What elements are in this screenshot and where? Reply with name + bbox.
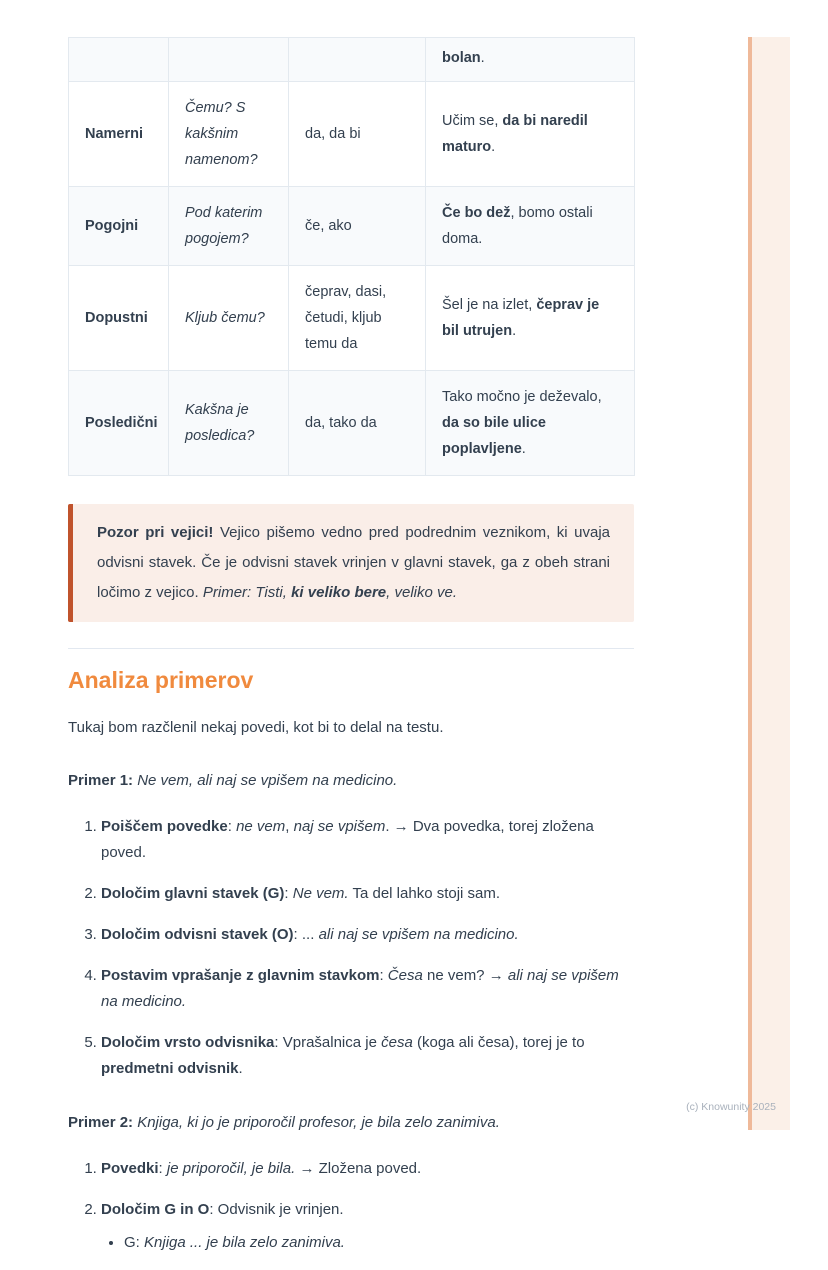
- odvisniki-table: [68, 37, 635, 476]
- step-text: Določim G in O: Odvisnik je vrinjen.: [101, 1201, 344, 1218]
- table-row: [69, 38, 635, 82]
- cell-question: Pod katerim pogojem?: [169, 187, 289, 266]
- step-item: 5. Določim vrsto odvisnika: Vprašalnica je česa (koga ali česa), torej je to predmetni odvisnik.: [101, 1030, 634, 1082]
- cell-conjunctions: čeprav, dasi, četudi, kljub temu da: [289, 266, 426, 371]
- step-item: 4. Postavim vprašanje z glavnim stavkom: Česa ne vem? → ali naj se vpišem na medicino.: [101, 963, 634, 1015]
- table-row: [69, 266, 635, 371]
- document-page: [68, 0, 634, 1270]
- cell-type: Posledični: [69, 371, 169, 476]
- cell-example: Tako močno je deževalo, da so bile ulice poplavljene.: [426, 371, 635, 476]
- cell-question: Čemu? S kakšnim namenom?: [169, 82, 289, 187]
- cell-type: Pogojni: [69, 187, 169, 266]
- cell-example: Učim se, da bi naredil maturo.: [426, 82, 635, 187]
- cell-type: Dopustni: [69, 266, 169, 371]
- cell-conjunctions: da, da bi: [289, 82, 426, 187]
- comma-warning-callout: Pozor pri vejici! Vejico pišemo vedno pred podrednim veznikom, ki uvaja odvisni stavek. Če je odvisni stavek vrinjen v glavni stavek, ga z obeh strani ločimo z vejico. Primer: Tisti, ki veliko bere, veliko ve.: [68, 504, 634, 622]
- primer-1-sentence: Primer 1: Ne vem, ali naj se vpišem na medicino.: [68, 772, 398, 789]
- step-item: 1. Poiščem povedke: ne vem, naj se vpišem. → Dva povedka, torej zložena poved.: [101, 814, 634, 866]
- cell-question: [169, 38, 289, 82]
- cell-conjunctions: če, ako: [289, 187, 426, 266]
- page-edge-decoration-bar: [748, 37, 790, 1130]
- cell-question: Kljub čemu?: [169, 266, 289, 371]
- cell-example: bolan.: [426, 38, 635, 82]
- table-row: [69, 371, 635, 476]
- cell-example: Če bo dež, bomo ostali doma.: [426, 187, 635, 266]
- step-item: 2. Določim glavni stavek (G): Ne vem. Ta del lahko stoji sam.: [101, 881, 634, 907]
- sub-list: [101, 1230, 634, 1255]
- table-row: [69, 82, 635, 187]
- step-item: [101, 1197, 634, 1255]
- step-item: 1. Povedki: je priporočil, je bila. → Zložena poved.: [101, 1156, 634, 1182]
- sub-list-item: • G: Knjiga ... je bila zelo zanimiva.: [124, 1230, 634, 1255]
- section-intro: Tukaj bom razčlenil nekaj povedi, kot bi to delal na testu.: [68, 719, 444, 736]
- cell-type: [69, 38, 169, 82]
- cell-question: Kakšna je posledica?: [169, 371, 289, 476]
- step-item: 3. Določim odvisni stavek (O): ... ali naj se vpišem na medicino.: [101, 922, 634, 948]
- primer-1-steps: [68, 814, 634, 1082]
- primer-2-sentence: Primer 2: Knjiga, ki jo je priporočil profesor, je bila zelo zanimiva.: [68, 1114, 500, 1131]
- cell-conjunctions: [289, 38, 426, 82]
- table-row: [69, 187, 635, 266]
- cell-example: Šel je na izlet, čeprav je bil utrujen.: [426, 266, 635, 371]
- copyright-notice: (c) Knowunity 2025: [686, 1101, 776, 1113]
- cell-conjunctions: da, tako da: [289, 371, 426, 476]
- section-divider: [68, 648, 634, 649]
- cell-type: Namerni: [69, 82, 169, 187]
- section-title: Analiza primerov: [68, 667, 254, 693]
